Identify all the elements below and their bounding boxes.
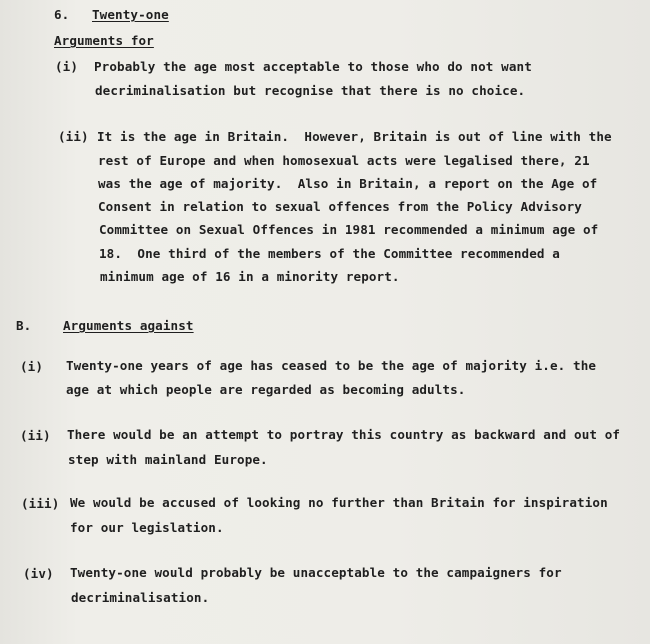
item-marker: (ii) — [20, 428, 51, 443]
item-marker: (ii) — [58, 129, 89, 144]
item-line: We would be accused of looking no further than Britain for inspiration — [70, 495, 608, 510]
arguments-for-heading: Arguments for — [54, 33, 154, 48]
item-line: It is the age in Britain. However, Britain is out of line with the — [97, 129, 612, 144]
item-line: Twenty-one would probably be unacceptable to the campaigners for — [70, 565, 562, 580]
item-line: Consent in relation to sexual offences from the Policy Advisory — [98, 199, 582, 214]
item-line: decriminalisation but recognise that there is no choice. — [95, 83, 526, 98]
item-line: decriminalisation. — [71, 590, 210, 605]
item-line: rest of Europe and when homosexual acts were legalised there, 21 — [98, 153, 590, 168]
item-line: Twenty-one years of age has ceased to be the age of majority i.e. the — [66, 358, 597, 373]
item-line: There would be an attempt to portray this country as backward and out of — [67, 427, 621, 442]
item-marker: (iii) — [21, 496, 60, 511]
item-line: for our legislation. — [70, 520, 224, 535]
item-marker: (iv) — [23, 566, 54, 581]
item-line: Probably the age most acceptable to those who do not want — [94, 59, 532, 74]
item-marker: (i) — [55, 59, 79, 74]
item-line: step with mainland Europe. — [68, 452, 268, 467]
section-number: 6. — [54, 7, 70, 22]
item-line: 18. One third of the members of the Committee recommended a — [99, 246, 560, 261]
section-b-label: B. — [16, 318, 32, 333]
arguments-against-heading: Arguments against — [63, 318, 194, 333]
section-title: Twenty-one — [92, 7, 169, 22]
item-marker: (i) — [20, 359, 44, 374]
item-line: Committee on Sexual Offences in 1981 recommended a minimum age of — [99, 222, 599, 237]
item-line: was the age of majority. Also in Britain, a report on the Age of — [98, 176, 598, 191]
item-line: age at which people are regarded as becoming adults. — [66, 382, 466, 397]
item-line: minimum age of 16 in a minority report. — [100, 269, 400, 284]
